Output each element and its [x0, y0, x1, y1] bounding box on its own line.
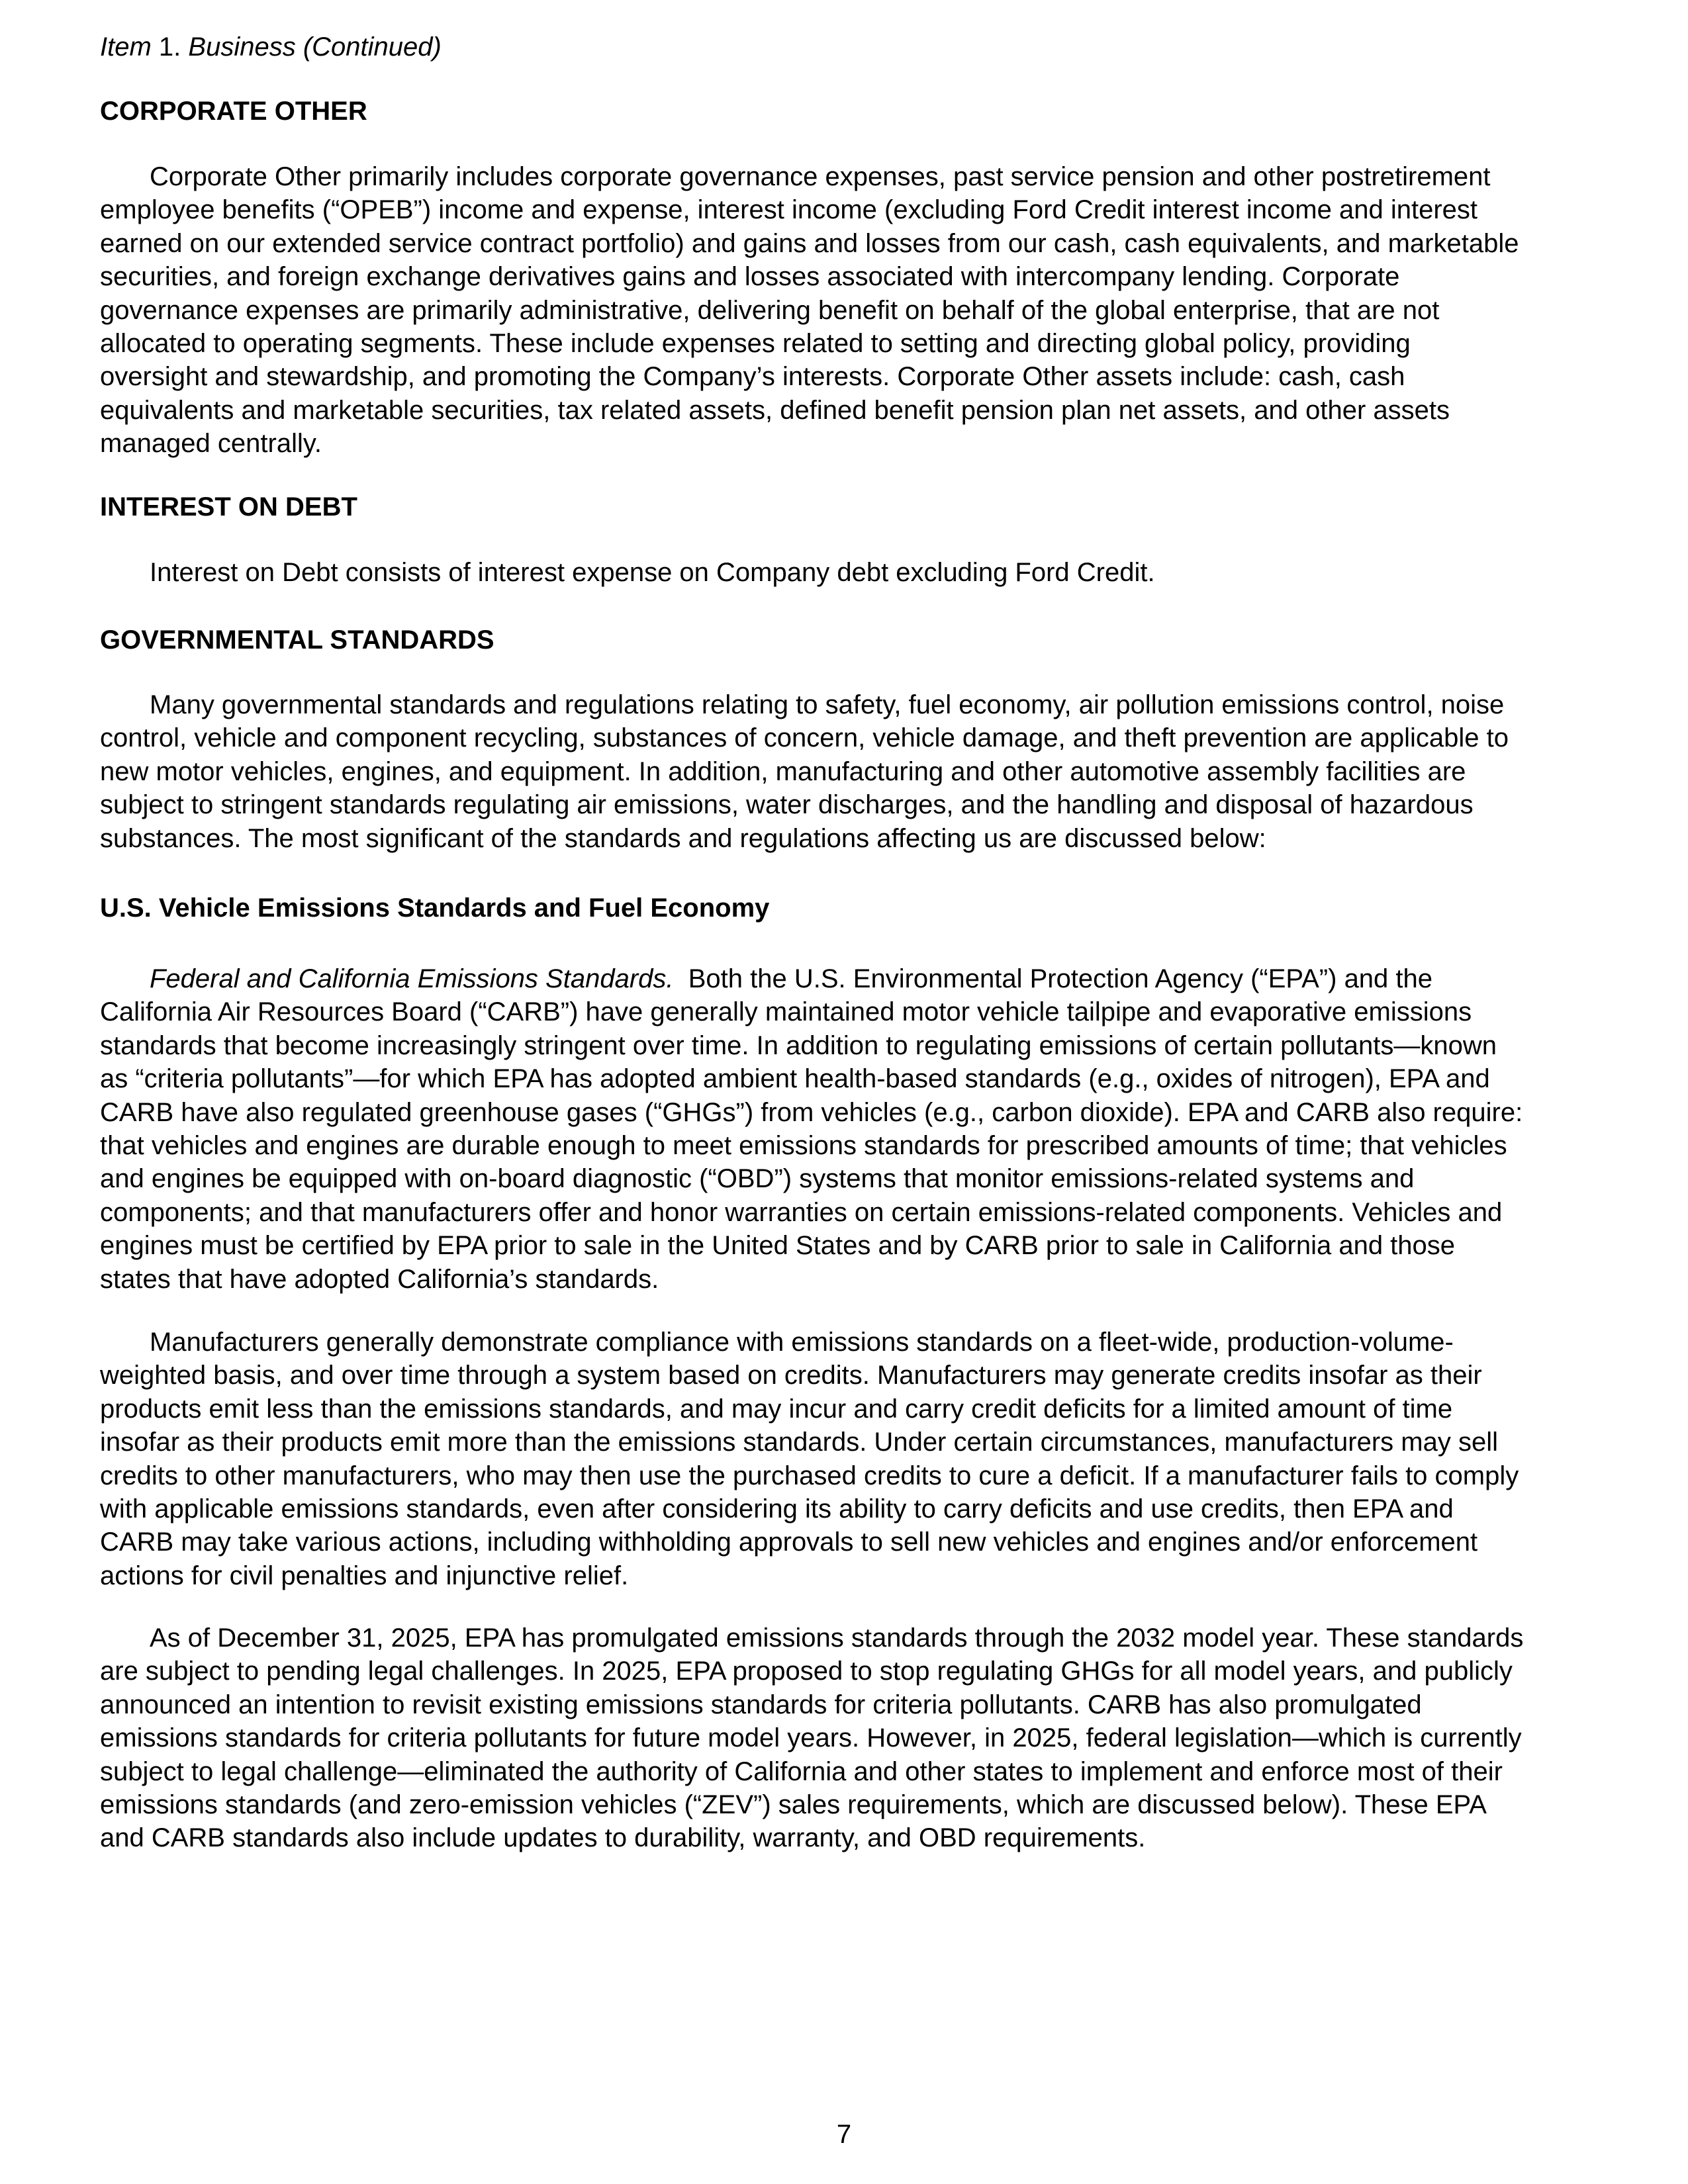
- heading-interest-on-debt: INTEREST ON DEBT: [100, 492, 357, 522]
- text-line: weighted basis, and over time through a system based on credits. Manufacturers may generate credits insofar as their: [100, 1361, 1482, 1390]
- paragraph-interest-on-debt: [100, 556, 1588, 589]
- text-line: California Air Resources Board (“CARB”) have generally maintained motor vehicle tailpipe and evaporative emissions: [100, 997, 1472, 1027]
- text-line: securities, and foreign exchange derivatives gains and losses associated with intercompany lending. Corporate: [100, 262, 1400, 292]
- text-line: CARB have also regulated greenhouse gases (“GHGs”) from vehicles (e.g., carbon dioxide). EPA and CARB also require:: [100, 1097, 1523, 1127]
- running-header: [100, 30, 442, 64]
- paragraph-lead-rest: Both the U.S. Environmental Protection Agency (“EPA”) and the: [673, 964, 1433, 993]
- text-line: as “criteria pollutants”—for which EPA has adopted ambient health-based standards (e.g., oxides of nitrogen), EPA and: [100, 1064, 1490, 1094]
- text-line: allocated to operating segments. These include expenses related to setting and directing global policy, providing: [100, 329, 1411, 359]
- heading-governmental-standards: GOVERNMENTAL STANDARDS: [100, 625, 494, 655]
- paragraph-compliance-credits: [100, 1326, 1588, 1592]
- text-line: are subject to pending legal challenges. In 2025, EPA proposed to stop regulating GHGs for all model years, and publicly: [100, 1657, 1513, 1686]
- text-line: standards that become increasingly stringent over time. In addition to regulating emissions of certain pollutants—known: [100, 1030, 1497, 1060]
- text-line: products emit less than the emissions standards, and may incur and carry credit deficits for a limited amount of time: [100, 1394, 1453, 1424]
- heading-corporate-other: CORPORATE OTHER: [100, 97, 367, 126]
- running-header-number: 1.: [158, 32, 181, 62]
- text-line: components; and that manufacturers offer and honor warranties on certain emissions-related components. Vehicles and: [100, 1197, 1503, 1227]
- text-line: CARB may take various actions, including withholding approvals to sell new vehicles and engines and/or enforcement: [100, 1527, 1478, 1557]
- text-line: As of December 31, 2025, EPA has promulgated emissions standards through the 2032 model year. These standards: [150, 1623, 1524, 1653]
- text-line: insofar as their products emit more than the emissions standards. Under certain circumstances, manufacturers may sell: [100, 1428, 1498, 1457]
- text-line: subject to legal challenge—eliminated the authority of California and other states to implement and enforce most of their: [100, 1756, 1503, 1786]
- text-line: Corporate Other primarily includes corporate governance expenses, past service pension and other postretirement: [150, 162, 1491, 191]
- text-line: Many governmental standards and regulations relating to safety, fuel economy, air pollution emissions control, noise: [150, 690, 1505, 719]
- text-line: governance expenses are primarily administrative, delivering benefit on behalf of the global enterprise, that are not: [100, 295, 1440, 325]
- paragraph-corporate-other: [100, 160, 1588, 461]
- text-line: substances. The most significant of the standards and regulations affecting us are discussed below:: [100, 823, 1266, 853]
- text-line: earned on our extended service contract portfolio) and gains and losses from our cash, cash equivalents, and marketable: [100, 228, 1519, 258]
- paragraph-lead-in: Federal and California Emissions Standards.: [150, 964, 674, 993]
- text-line: control, vehicle and component recycling, substances of concern, vehicle damage, and theft prevention are applicable to: [100, 723, 1509, 753]
- text-line: actions for civil penalties and injunctive relief.: [100, 1561, 629, 1590]
- text-line: equivalents and marketable securities, tax related assets, defined benefit pension plan net assets, and other assets: [100, 395, 1450, 425]
- text-line: employee benefits (“OPEB”) income and expense, interest income (excluding Ford Credit interest income and interest: [100, 195, 1477, 225]
- text-line: emissions standards for criteria pollutants for future model years. However, in 2025, federal legislation—which is currently: [100, 1723, 1522, 1753]
- text-line: managed centrally.: [100, 429, 322, 459]
- text-line: engines must be certified by EPA prior to sale in the United States and by CARB prior to sale in California and those: [100, 1231, 1456, 1261]
- text-line: oversight and stewardship, and promoting the Company’s interests. Corporate Other assets include: cash, cash: [100, 362, 1405, 392]
- text-line: new motor vehicles, engines, and equipment. In addition, manufacturing and other automotive assembly facilities are: [100, 756, 1466, 786]
- text-line: [100, 962, 1588, 995]
- text-line: Manufacturers generally demonstrate compliance with emissions standards on a fleet-wide, production-volume-: [150, 1328, 1454, 1357]
- text-line: subject to stringent standards regulating air emissions, water discharges, and the handling and disposal of hazardous: [100, 790, 1474, 820]
- page-number: 7: [836, 2120, 852, 2149]
- running-header-title: Business (Continued): [188, 32, 442, 62]
- running-header-item: Item: [100, 32, 152, 62]
- paragraph-epa-carb-status: [100, 1621, 1588, 1855]
- text-line: Interest on Debt consists of interest expense on Company debt excluding Ford Credit.: [150, 558, 1155, 587]
- text-line: announced an intention to revisit existing emissions standards for criteria pollutants. CARB has also promulgated: [100, 1690, 1422, 1719]
- text-line: states that have adopted California’s standards.: [100, 1264, 659, 1294]
- heading-us-vehicle-emissions: U.S. Vehicle Emissions Standards and Fuel Economy: [100, 893, 770, 923]
- text-line: and CARB standards also include updates to durability, warranty, and OBD requirements.: [100, 1823, 1146, 1853]
- text-line: and engines be equipped with on-board diagnostic (“OBD”) systems that monitor emissions-related systems and: [100, 1164, 1415, 1194]
- text-line: credits to other manufacturers, who may then use the purchased credits to cure a deficit. If a manufacturer fails to comply: [100, 1461, 1519, 1490]
- paragraph-governmental-standards: [100, 688, 1588, 855]
- paragraph-emissions-standards: [100, 962, 1588, 1296]
- text-line: that vehicles and engines are durable enough to meet emissions standards for prescribed amounts of time; that vehicles: [100, 1131, 1507, 1161]
- text-line: with applicable emissions standards, even after considering its ability to carry deficits and use credits, then EPA and: [100, 1494, 1454, 1524]
- text-line: emissions standards (and zero-emission vehicles (“ZEV”) sales requirements, which are discussed below). These EPA: [100, 1790, 1487, 1820]
